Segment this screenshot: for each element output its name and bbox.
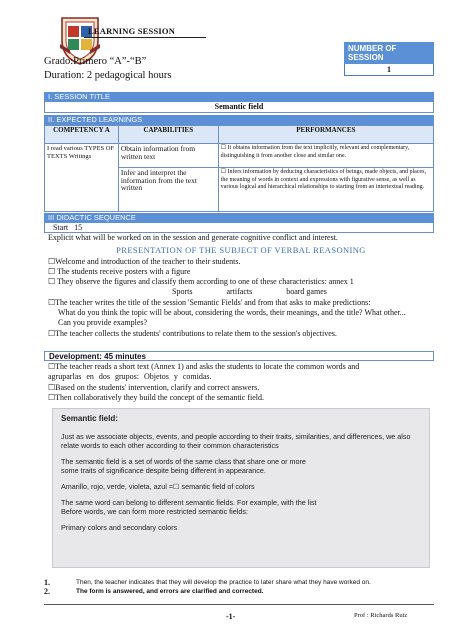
step-item [44,587,434,596]
step-number: 1. [44,578,50,587]
question-line: Can you provide examples? [58,318,148,328]
development-label: Development: 45 minutes [44,351,434,361]
header-competency: COMPETENCY A [45,126,119,144]
list-item: ☐ The students receive posters with a figure [48,266,191,276]
grade-line: Grado:Primero “A”-“B” [44,56,147,67]
paragraph-line: some traits of significance despite being different in appearance. [61,466,266,476]
intro-line: Explicit what will be worked on in the session and generate cognitive conflict and interest. [48,233,338,242]
step-text: Then, the teacher indicates that they will develop the practice to later share what they have worked on. [76,579,371,586]
presentation-title: PRESENTATION OF THE SUBJECT OF VERBAL REASONING [116,245,366,256]
category-row [48,287,434,297]
category-label: artifacts [226,287,253,297]
duration-line: Duration: 2 pedagogical hours [44,70,172,81]
list-item: ☐Based on the students' intervention, clarify and correct answers. [48,382,260,392]
list-item: agruparlas en dos grupos: Objetos y comidas. [48,372,212,382]
semantic-field-title: Semantic field: [61,414,118,423]
expected-learnings-bar: II. EXPECTED LEARNINGS [44,115,434,125]
competency-cell: I read various TYPES OF TEXTS Writings [45,144,119,212]
list-item: ☐Then collaboratively they build the concept of the semantic field. [48,393,264,403]
category-label: Sports [172,287,193,297]
learnings-table [44,125,434,212]
start-minutes: 15 [74,223,83,232]
start-row [44,223,434,233]
author-credit: Prof : Richards Ruiz [354,612,408,619]
session-number-value: 1 [344,64,434,76]
list-item: ☐ They observe the figures and classify them according to one of these characteristics: annex 1 [48,277,354,287]
list-item: ☐Welcome and introduction of the teacher to their students. [48,256,241,266]
capability-cell: Obtain information from written text [118,144,218,168]
performance-cell: ☐ Infers information by deducing characteristics of beings, made objects, and places, the meaning of words in context and expressions with figurative sense, as well as various logical and hierarchical relationships to starting from an intertextual reading. [218,168,433,212]
didactic-sequence-bar: III DIDACTIC SEQUENCE [44,213,434,223]
step-item [44,578,434,587]
session-heading: LEARNING SESSION [84,26,206,38]
list-item: ☐The teacher collects the students' contributions to relate them to the session's objectives. [48,328,337,338]
list-item: ☐The teacher reads a short text (Annex 1) and asks the students to locate the common words and [48,362,360,371]
paragraph: Just as we associate objects, events, and people according to their traits, similarities, and differences, we also relate words to each other according to their common characteristics [61,431,411,451]
paragraph: Amarillo, rojo, verde, violeta, azul =☐ semantic field of colors [61,481,255,491]
paragraph: Primary colors and secondary colors [61,522,178,532]
session-title-bar: I. SESSION TITLE [44,92,434,102]
development-phase-text [48,362,434,404]
page-number: -1- [226,612,236,621]
step-number: 2. [44,587,50,596]
session-number-box [344,42,434,78]
start-label: Start [53,223,69,232]
footer-divider [44,604,434,605]
paragraph-line: The semantic field is a set of words of the same class that share one or more [61,456,306,466]
capability-cell: Infer and interpret the information from the text written [118,168,218,212]
session-number-label: NUMBER OF SESSION [344,42,434,64]
question-line: What do you think the topic will be about, considering the words, their meanings, and the title? What other... [58,308,406,318]
paragraph-line: Before words, we can form more restricted semantic fields: [61,507,248,517]
paragraph [61,457,421,476]
closing-steps [44,578,434,596]
step-text: The form is answered, and errors are clarified and corrected. [76,588,264,595]
header-performances: PERFORMANCES [218,126,433,144]
session-title: Semantic field [44,102,434,113]
category-label: board games [286,287,327,297]
header-capabilities: CAPABILITIES [118,126,218,144]
paragraph [61,498,421,517]
semantic-field-box [52,408,430,568]
paragraph-line: The same word can belong to different semantic fields. For example, with the list [61,497,317,507]
start-phase-text [48,233,434,339]
performance-cell: ☐ It obtains information from the text implicitly, relevant and complementary, distinguishing it from another close and similar one. [218,144,433,168]
list-item: ☐The teacher writes the title of the session 'Semantic Fields' and from that asks to make predictions: [48,297,371,307]
